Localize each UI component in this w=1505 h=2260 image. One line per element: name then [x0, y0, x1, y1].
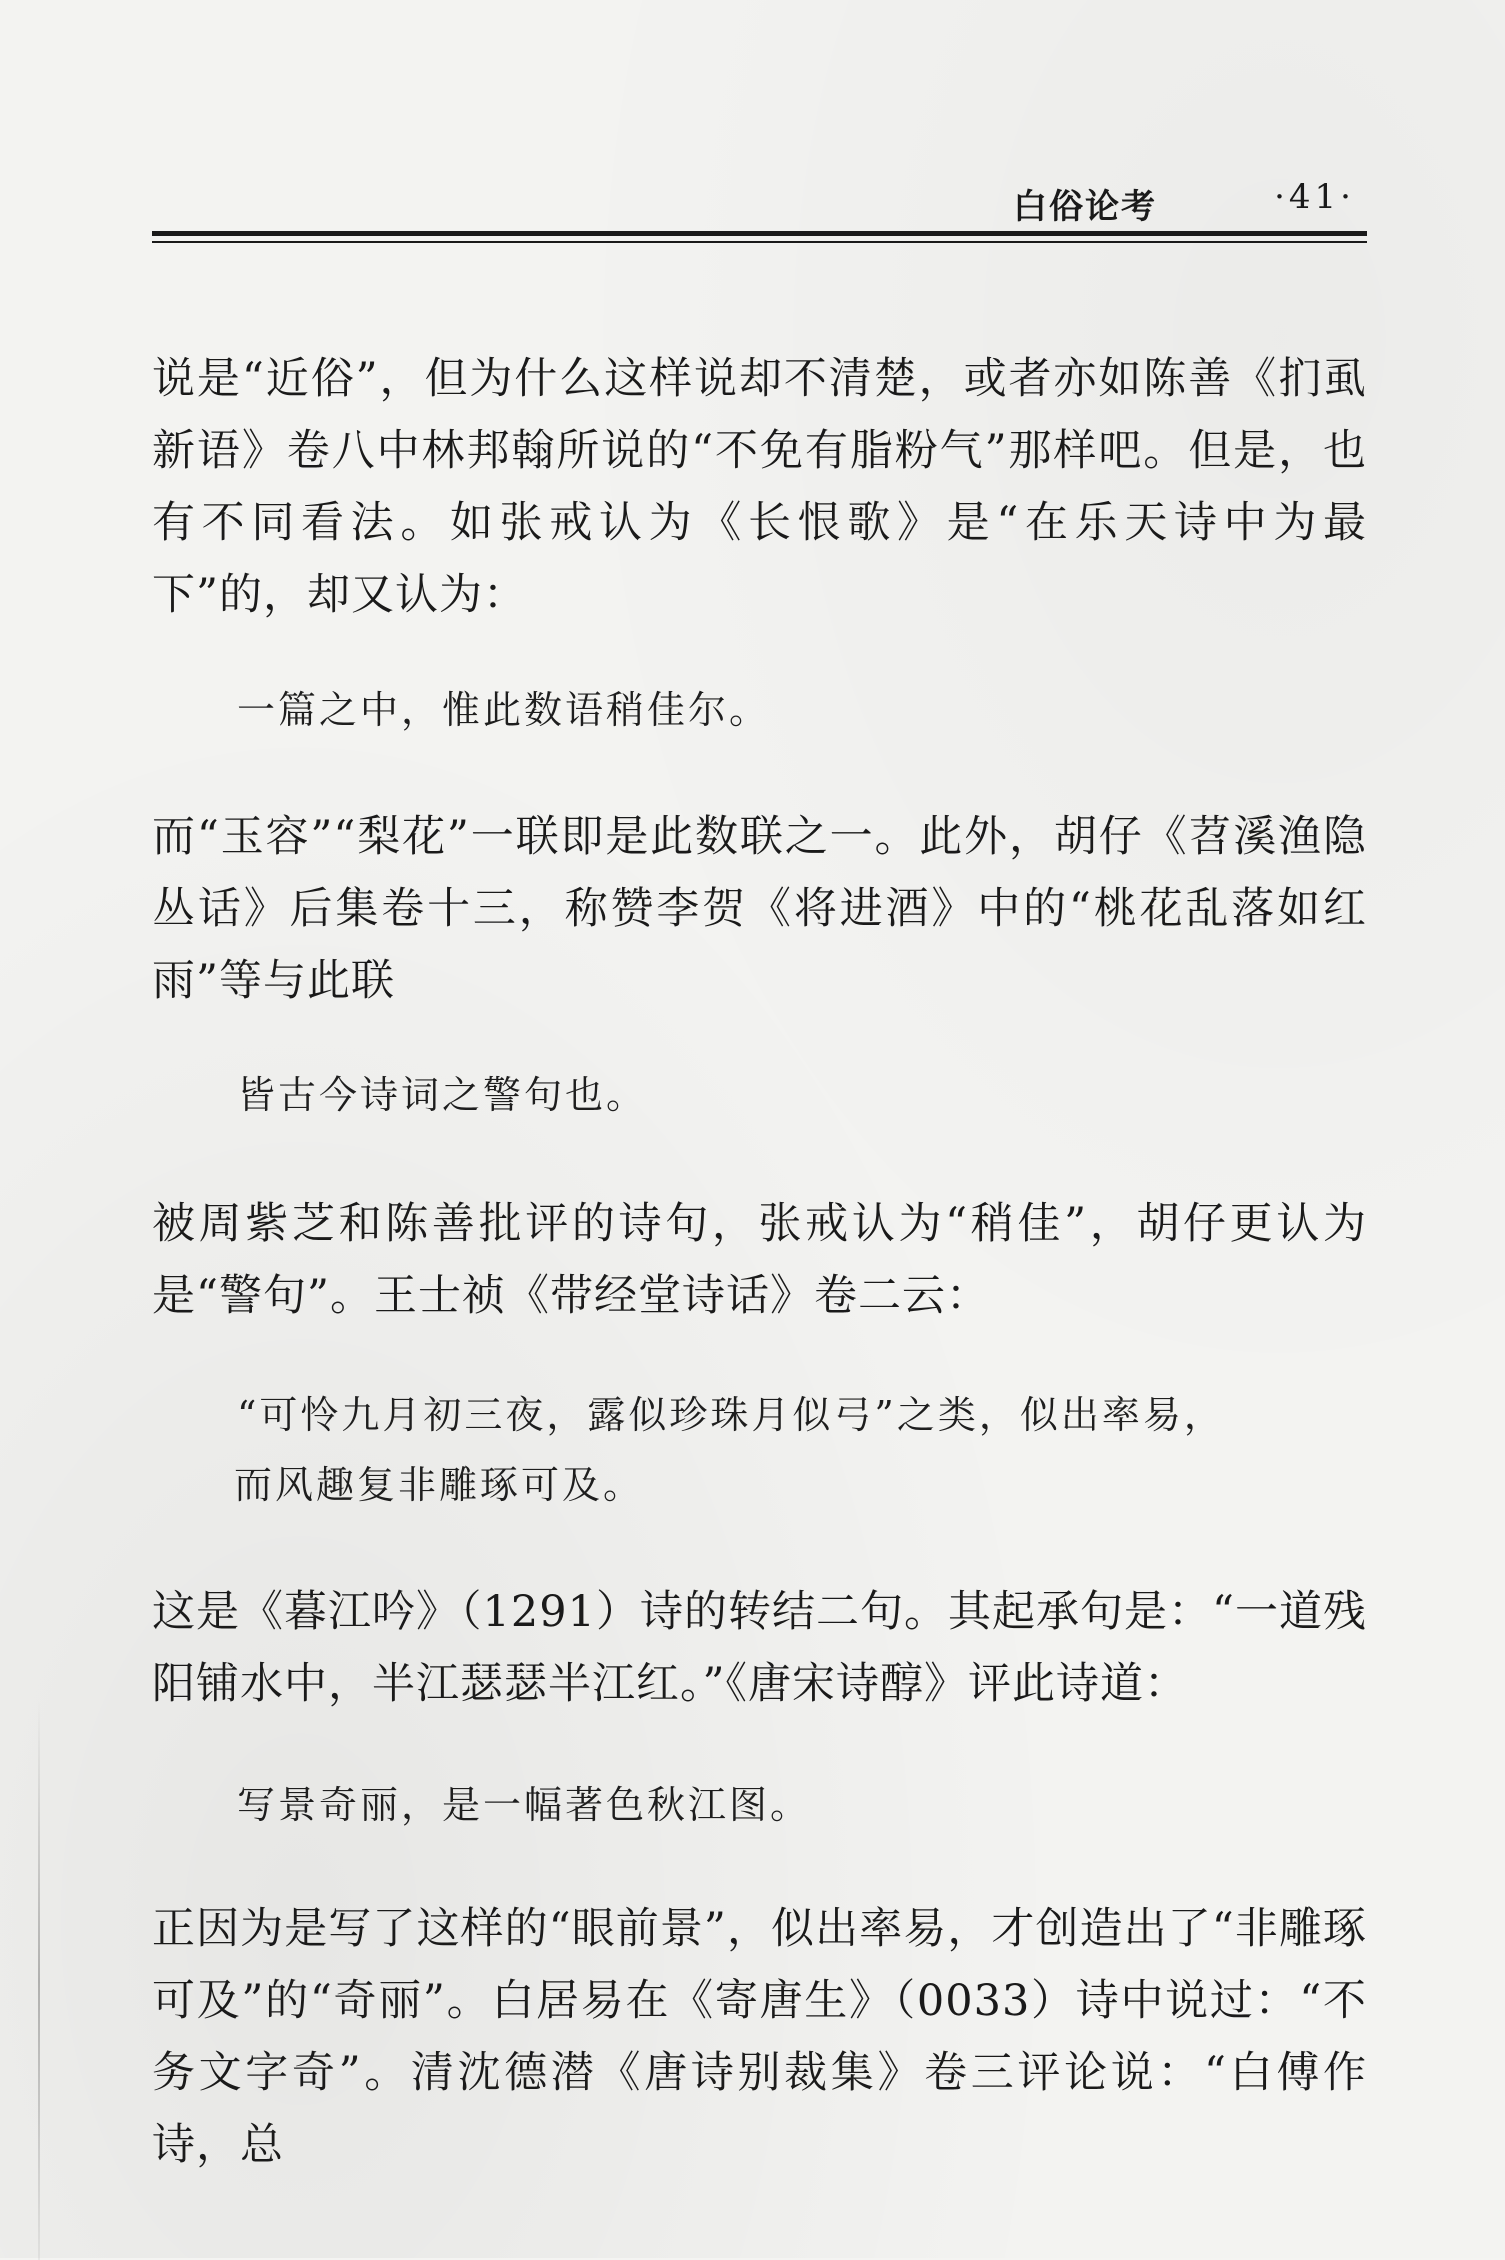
- paragraph-5: 正因为是写了这样的“眼前景”，似出率易，才创造出了“非雕琢可及”的“奇丽”。白居易在《寄唐生》（0033）诗中说过：“不务文字奇”。清沈德潜《唐诗别裁集》卷三评论说：“白傅作诗，总: [152, 1904, 1367, 2170]
- quote-3-line-2: 而风趣复非雕琢可及。: [234, 1463, 645, 1507]
- header-rule-thick: [152, 231, 1367, 236]
- page-fold-shadow: [38, 1700, 40, 2260]
- quote-2: 皆古今诗词之警句也。: [237, 1073, 648, 1117]
- paragraph-1: 说是“近俗”，但为什么这样说却不清楚，或者亦如陈善《扪虱新语》卷八中林邦翰所说的“不免有脂粉气”那样吧。但是，也有不同看法。如张戒认为《长恨歌》是“在乐天诗中为最下”的，却又认为：: [152, 354, 1367, 620]
- quote-4: 写景奇丽，是一幅著色秋江图。: [237, 1783, 812, 1827]
- paragraph-3: 被周紫芝和陈善批评的诗句，张戒认为“稍佳”，胡仔更认为是“警句”。王士祯《带经堂诗话》卷二云：: [152, 1199, 1367, 1321]
- page-header: [152, 165, 1367, 225]
- running-title: 白俗论考: [1013, 187, 1157, 227]
- paragraph-4: 这是《暮江吟》（1291）诗的转结二句。其起承句是：“一道残阳铺水中，半江瑟瑟半江红。”《唐宋诗醇》评此诗道：: [152, 1587, 1367, 1709]
- header-rule-thin: [152, 241, 1367, 243]
- page-number: ·41·: [1274, 177, 1355, 217]
- paragraph-2: 而“玉容”“梨花”一联即是此数联之一。此外，胡仔《苕溪渔隐丛话》后集卷十三，称赞李贺《将进酒》中的“桃花乱落如红雨”等与此联: [152, 812, 1367, 1006]
- quote-1: 一篇之中，惟此数语稍佳尔。: [237, 688, 771, 732]
- quote-3: [234, 1380, 1367, 1520]
- quote-3-line-1: “可怜九月初三夜，露似珍珠月似弓”之类，似出率易，: [237, 1393, 1225, 1437]
